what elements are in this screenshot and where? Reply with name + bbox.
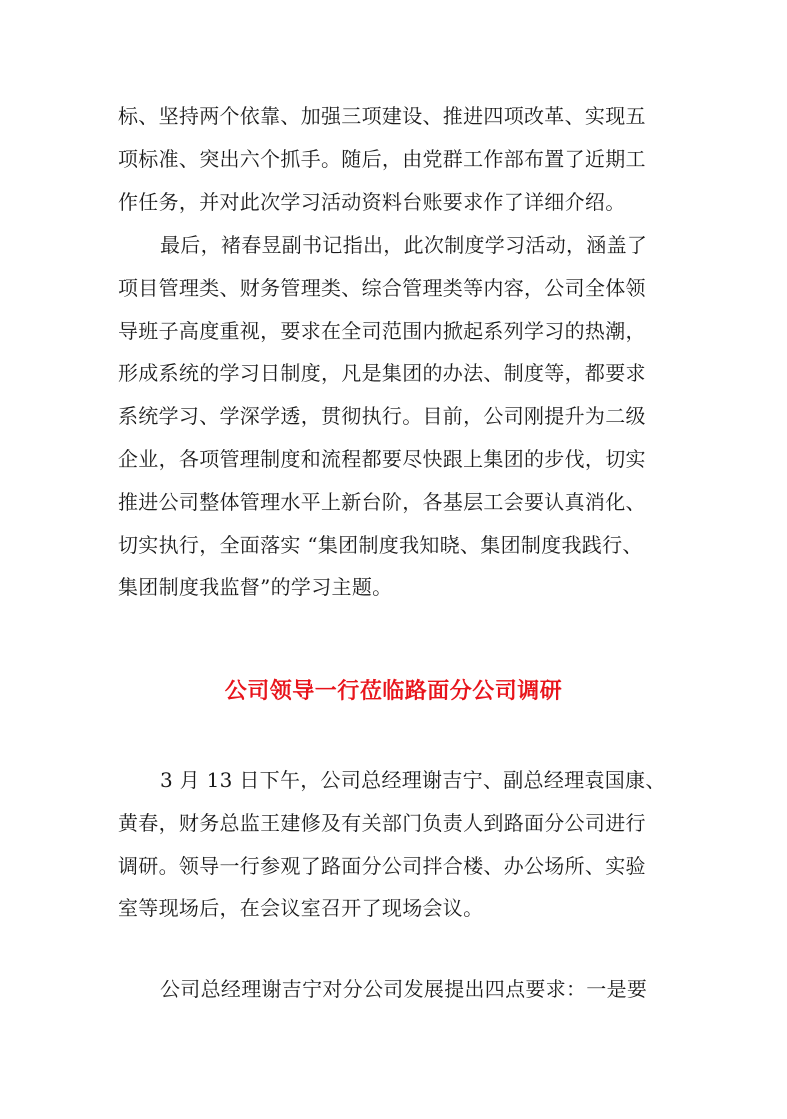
- text-line: 企业，各项管理制度和流程都要尽快跟上集团的步伐，切实: [118, 446, 646, 471]
- paragraph-2: [118, 224, 678, 609]
- text-line: 集团制度我监督”的学习主题。: [118, 575, 393, 600]
- paragraph-3: [118, 759, 678, 930]
- text-line: 作任务，并对此次学习活动资料台账要求作了详细介绍。: [118, 189, 626, 214]
- text-line: 3 月 13 日下午，公司总经理谢吉宁、副总经理袁国康、: [160, 768, 666, 792]
- text-line: 公司总经理谢吉宁对分公司发展提出四点要求：一是要: [160, 977, 648, 1001]
- text-line: 标、坚持两个依靠、加强三项建设、推进四项改革、实现五: [118, 104, 646, 128]
- article-title: 公司领导一行莅临路面分公司调研: [224, 678, 563, 704]
- paragraph-1: [118, 95, 678, 223]
- text-line: 系统学习、学深学透，贯彻执行。目前，公司刚提升为二级: [118, 404, 646, 429]
- text-line: 导班子高度重视，要求在全司范围内掀起系列学习的热潮，: [118, 318, 646, 343]
- text-line: 推进公司整体管理水平上新台阶，各基层工会要认真消化、: [118, 489, 646, 514]
- text-line: 形成系统的学习日制度，凡是集团的办法、制度等，都要求: [118, 361, 646, 386]
- text-line: 黄春，财务总监王建修及有关部门负责人到路面分公司进行: [118, 810, 646, 835]
- text-line: 调研。领导一行参观了路面分公司拌合楼、办公场所、实验: [118, 853, 646, 878]
- text-line: 最后，褚春昱副书记指出，此次制度学习活动，涵盖了: [160, 233, 648, 257]
- text-line: 室等现场后，在会议室召开了现场会议。: [118, 896, 484, 921]
- text-line: 项目管理类、财务管理类、综合管理类等内容，公司全体领: [118, 275, 646, 300]
- paragraph-4: [118, 968, 678, 1011]
- text-line: 切实执行，全面落实 “集团制度我知晓、集团制度我践行、: [118, 532, 643, 557]
- text-line: 项标准、突出六个抓手。随后，由党群工作部布置了近期工: [118, 146, 646, 171]
